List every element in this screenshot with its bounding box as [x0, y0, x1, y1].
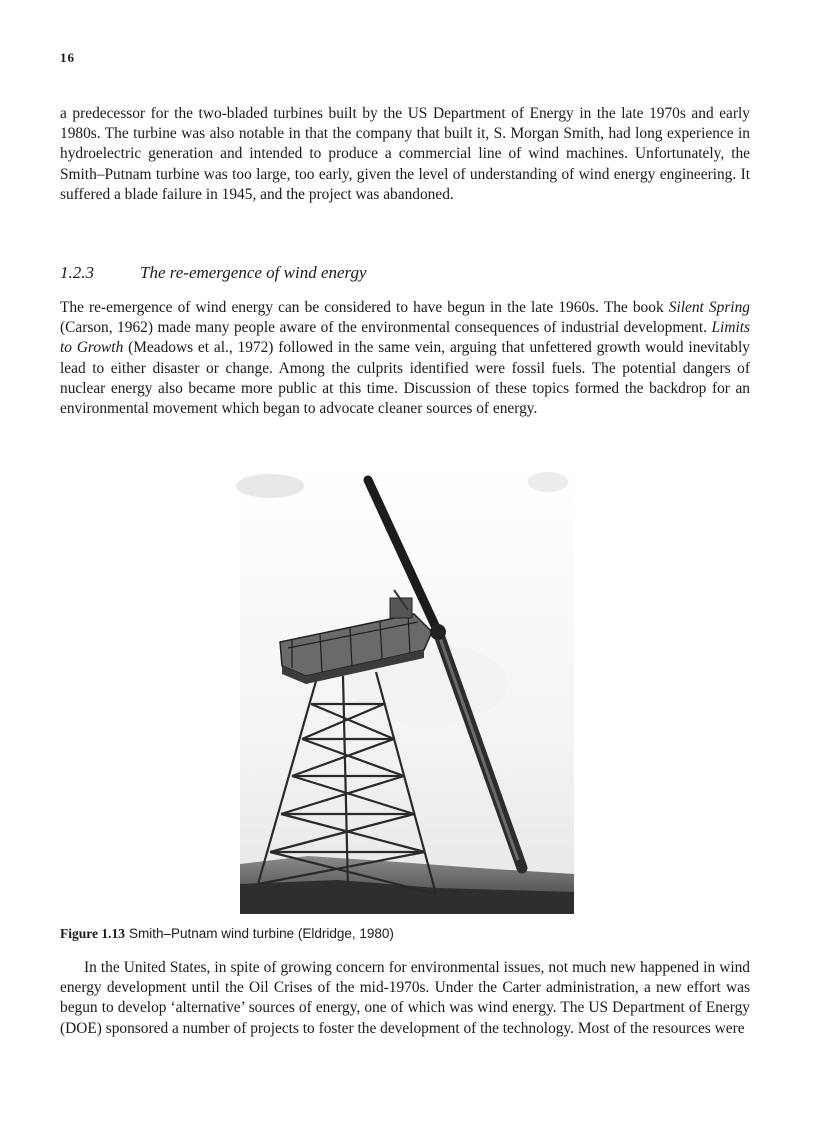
- section-title: The re-emergence of wind energy: [140, 263, 367, 282]
- paragraph-2-part-3: (Meadows et al., 1972) followed in the same vein, arguing that unfettered growth would inevitably lead to either disaster or change. Among the culprits identified were fossil fuels. The potential dangers of nuclear energy also became more public at this time. Discussion of these topics formed the backdrop for an environmental movement which began to advocate cleaner sources of energy.: [60, 339, 750, 418]
- section-heading: [60, 263, 367, 283]
- book-title-silent-spring: Silent Spring: [668, 299, 750, 316]
- paragraph-2-part-2: (Carson, 1962) made many people aware of the environmental consequences of industrial development.: [60, 319, 712, 337]
- paragraph-2-part-1: The re-emergence of wind energy can be considered to have begun in the late 1960s. The book: [60, 299, 669, 316]
- paragraph-1: a predecessor for the two-bladed turbines built by the US Department of Energy in the late 1970s and early 1980s. The turbine was also notable in that the company that built it, S. Morgan Smith, had long experience in hydroelectric generation and intended to produce a commercial line of wind machines. Unfortunately, the Smith–Putnam turbine was too large, too early, given the level of understanding of wind energy engineering. It suffered a blade failure in 1945, and the project was abandoned.: [60, 105, 750, 203]
- figure-label: Figure 1.13: [60, 926, 125, 941]
- wind-turbine-photo: [218, 464, 574, 914]
- page-number: 16: [60, 50, 75, 65]
- book-title-limits-to-growth: Limits to Growth: [60, 319, 750, 357]
- figure-caption: [60, 926, 394, 942]
- cloud: [236, 474, 304, 498]
- paragraph-3: In the United States, in spite of growing concern for environmental issues, not much new happened in wind energy development until the Oil Crises of the mid-1970s. Under the Carter administration, a new effort was begun to develop ‘alternative’ sources of energy, one of which was wind energy. The US Department of Energy (DOE) sponsored a number of projects to foster the development of the technology. Most of the resources were: [60, 959, 750, 1037]
- wind-turbine-illustration: [218, 464, 574, 914]
- section-number: 1.2.3: [60, 263, 94, 282]
- rotor-hub: [430, 624, 446, 640]
- paragraph-2: [60, 298, 750, 419]
- cloud: [528, 472, 568, 492]
- figure-caption-text: Smith–Putnam wind turbine (Eldridge, 1980): [129, 926, 394, 941]
